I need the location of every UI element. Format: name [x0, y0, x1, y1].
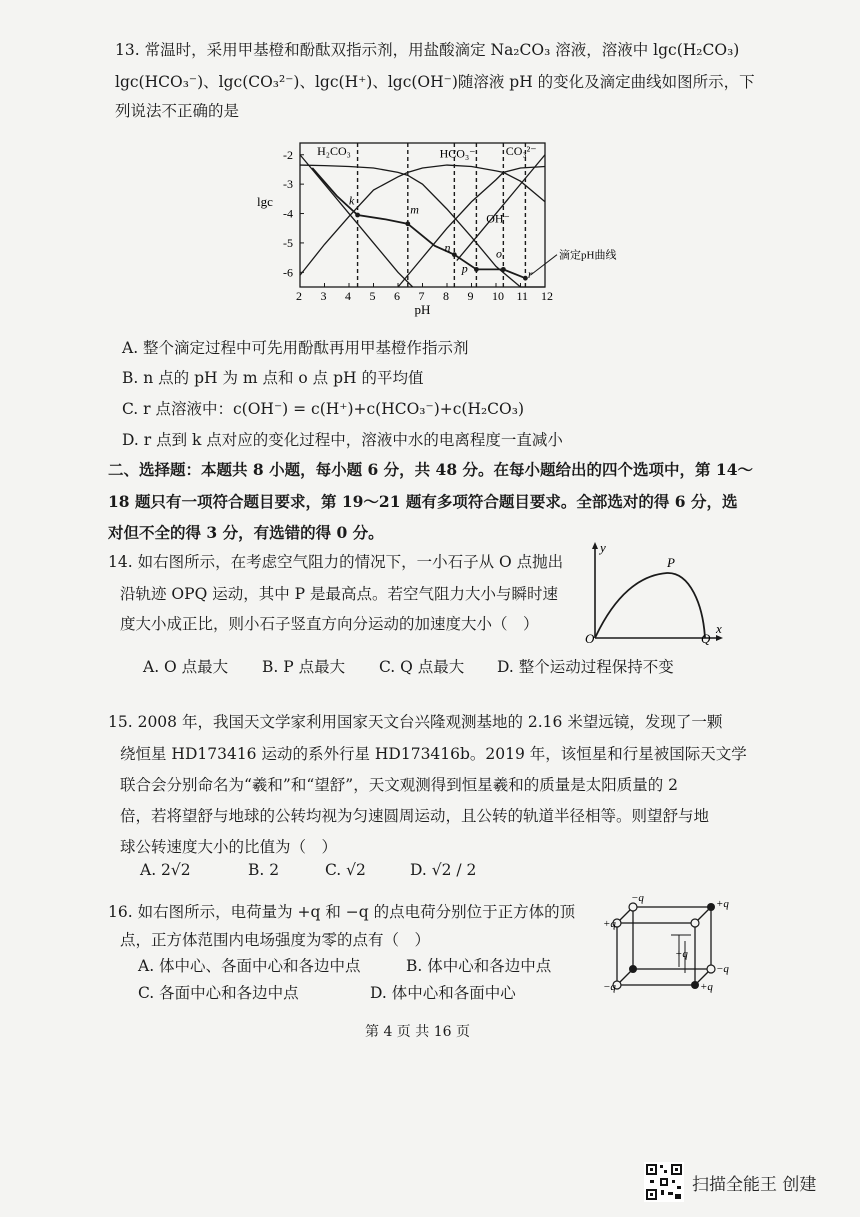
x-tick-label: 8 — [443, 289, 449, 303]
plus-charge-marker — [691, 981, 699, 989]
titration-point-label: m — [410, 202, 419, 217]
y-tick-label: -2 — [283, 147, 293, 162]
y-tick-label: -3 — [283, 177, 293, 192]
page-number: 第 4 页 共 16 页 — [365, 1024, 470, 1040]
species-label: HCO₃⁻ — [439, 146, 476, 161]
titration-point-label: n — [444, 240, 451, 255]
q15-option-c: C. √2 — [325, 861, 366, 879]
q16-option-a: A. 体中心、各面中心和各边中点 — [138, 957, 361, 975]
titration-point-label: o — [496, 246, 502, 261]
charge-label-minus: −q — [716, 963, 729, 975]
x-tick-label: 10 — [492, 289, 504, 303]
x-axis-label: x — [716, 621, 722, 636]
x-tick-label: 7 — [418, 289, 425, 303]
y-tick-label: -6 — [283, 265, 293, 280]
q14-line1: 14. 如右图所示，在考虑空气阻力的情况下，一小石子从 O 点抛出 — [108, 553, 564, 571]
titration-point-marker — [452, 252, 457, 257]
series-line — [457, 155, 545, 261]
titration-point-label: p — [461, 261, 468, 276]
top-point-label: P — [667, 555, 675, 570]
section2-line1: 二、选择题：本题共 8 小题，每小题 6 分，共 48 分。在每小题给出的四个选项中，第 14～ — [108, 460, 753, 479]
cube-back-face — [633, 907, 711, 969]
x-tick-label: 4 — [345, 289, 351, 303]
titration-curve-annotation: 滴定pH曲线 — [559, 249, 617, 262]
q15-line1: 15. 2008 年，我国天文学家利用国家天文台兴隆观测基地的 2.16 米望远镜，发现了一颗 — [108, 713, 723, 731]
x-tick-label: 11 — [516, 289, 529, 303]
y-axis-arrow-icon — [592, 542, 598, 549]
x-tick-label: 5 — [369, 289, 376, 303]
origin-label: O — [585, 631, 595, 645]
titration-point-marker — [355, 213, 360, 218]
end-point-label: Q — [701, 631, 711, 645]
q14-line3: 度大小成正比，则小石子竖直方向分运动的加速度大小（ ） — [120, 615, 539, 633]
q13-option-a: A. 整个滴定过程中可先用酚酞再用甲基橙作指示剂 — [122, 339, 469, 357]
x-tick-label: 12 — [541, 289, 553, 303]
y-tick-label: -4 — [283, 206, 293, 221]
q15-option-d: D. √2 / 2 — [410, 861, 477, 879]
scanner-watermark — [644, 1162, 816, 1202]
titration-point-label: k — [349, 193, 355, 208]
q13-line1: 13. 常温时，采用甲基橙和酚酞双指示剂，用盐酸滴定 Na₂CO₃ 溶液，溶液中 lgc(H₂CO₃) — [115, 41, 740, 59]
q13-line2: lgc(HCO₃⁻)、lgc(CO₃²⁻)、lgc(H⁺)、lgc(OH⁻)随溶液 pH 的变化及滴定曲线如图所示，下 — [115, 73, 755, 91]
x-tick-label: 9 — [467, 289, 474, 303]
section2-line2: 18 题只有一项符合题目要求，第 19～21 题有多项符合题目要求。全部选对的得 6 分，选 — [108, 492, 738, 511]
titration-point-marker — [405, 221, 410, 226]
series-line — [398, 167, 545, 287]
q14-option-c: C. Q 点最大 — [379, 658, 465, 676]
x-axis-label: pH — [414, 302, 431, 317]
q16-option-c: C. 各面中心和各边中点 — [138, 984, 299, 1002]
minus-charge-marker — [707, 965, 715, 973]
q13-line3: 列说法不正确的是 — [115, 102, 240, 120]
q16-option-b: B. 体中心和各边中点 — [406, 957, 552, 975]
q15-line4: 倍，若将望舒与地球的公转均视为匀速圆周运动，且公转的轨道半径相等。则望舒与地 — [120, 807, 710, 825]
scanner-brand-text: 扫描全能王 创建 — [692, 1174, 817, 1195]
charge-label-plus: +q — [603, 918, 616, 930]
charge-label-plus: +q — [716, 898, 729, 910]
x-tick-label: 6 — [394, 289, 400, 303]
q13-option-c: C. r 点溶液中：c(OH⁻) = c(H⁺)+c(HCO₃⁻)+c(H₂CO₃) — [122, 400, 525, 418]
q15-option-b: B. 2 — [248, 861, 280, 879]
q15-line5: 球公转速度大小的比值为（ ） — [120, 838, 338, 856]
section2-line3: 对但不全的得 3 分，有选错的得 0 分。 — [108, 523, 384, 542]
q16-line1: 16. 如右图所示，电荷量为 +q 和 −q 的点电荷分别位于正方体的顶 — [108, 903, 576, 921]
q13-option-d: D. r 点到 k 点对应的变化过程中，溶液中水的电离程度一直减小 — [122, 431, 563, 449]
q16-option-d: D. 体中心和各面中心 — [370, 984, 516, 1002]
qr-code-icon — [644, 1162, 684, 1202]
q15-option-a: A. 2√2 — [140, 861, 191, 879]
x-tick-label: 2 — [296, 289, 302, 303]
minus-charge-marker — [629, 903, 637, 911]
charge-label-minus: −q — [603, 981, 616, 993]
q16-line2: 点，正方体范围内电场强度为零的点有（ ） — [120, 931, 431, 949]
q14-trajectory-figure — [585, 540, 725, 645]
q14-option-b: B. P 点最大 — [262, 658, 346, 676]
q14-line2: 沿轨迹 OPQ 运动，其中 P 是最高点。若空气阻力大小与瞬时速 — [120, 585, 558, 603]
y-axis-label: y — [600, 540, 606, 555]
q16-cube-figure — [603, 895, 738, 1000]
q15-line2: 绕恒星 HD173416 运动的系外行星 HD173416b。2019 年，该恒星和行星被国际天文学 — [120, 745, 747, 763]
charge-label-minus: −q — [631, 895, 644, 904]
species-label: CO₃²⁻ — [505, 143, 537, 158]
titration-point-label: r — [527, 267, 533, 282]
species-label: OH⁻ — [486, 211, 510, 226]
plus-charge-marker — [629, 965, 637, 973]
y-tick-label: -5 — [283, 235, 293, 250]
q13-chart — [255, 135, 655, 320]
q14-option-a: A. O 点最大 — [143, 658, 229, 676]
species-label: H₂CO₃ — [317, 143, 351, 158]
y-axis-label: lgc — [257, 193, 273, 209]
q13-option-b: B. n 点的 pH 为 m 点和 o 点 pH 的平均值 — [122, 369, 424, 387]
trajectory-curve — [595, 573, 705, 638]
q15-line3: 联合会分别命名为“羲和”和“望舒”，天文观测得到恒星羲和的质量是太阳质量的 2 — [120, 776, 678, 794]
x-tick-label: 3 — [320, 289, 327, 303]
charge-label-plus: +q — [675, 948, 688, 960]
annotation-leader — [530, 255, 557, 276]
charge-label-plus: +q — [700, 981, 713, 993]
q14-option-d: D. 整个运动过程保持不变 — [497, 658, 674, 676]
series-line — [300, 165, 545, 287]
titration-point-marker — [501, 267, 506, 272]
titration-point-marker — [474, 267, 479, 272]
plus-charge-marker — [707, 903, 715, 911]
minus-charge-marker — [691, 919, 699, 927]
